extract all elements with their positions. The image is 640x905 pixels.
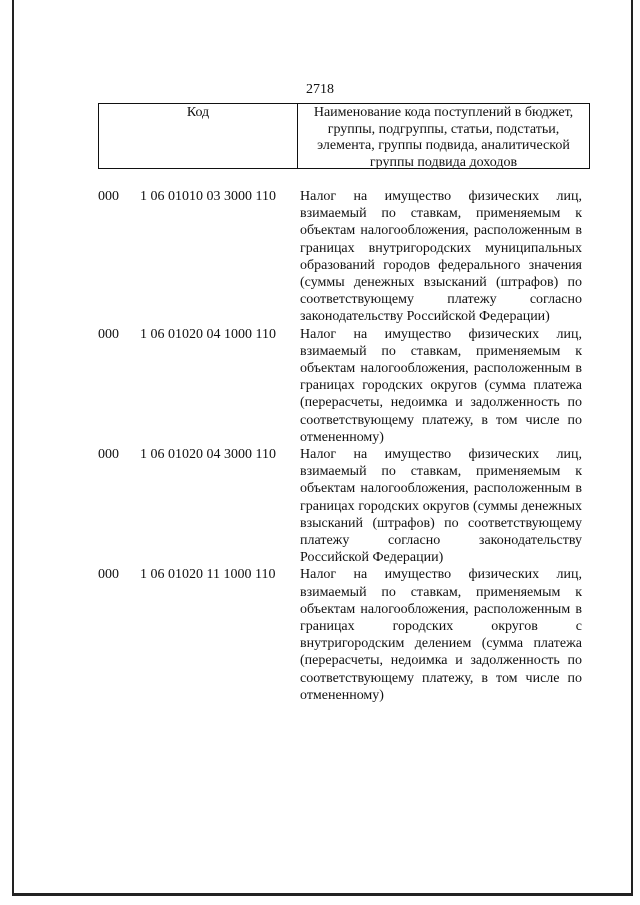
income-codes-list [98, 188, 590, 704]
table-header [98, 103, 590, 169]
page-number: 2718 [306, 82, 334, 97]
table-row [98, 566, 590, 704]
income-name: Налог на имущество физических лиц, взимаемый по ставкам, применяемым к объектам налогообложения, расположенным в границах городских округов (суммы денежных взысканий (штрафов) по соответствующему платежу согласно законодательству Российской Федерации) [300, 447, 582, 566]
admin-code: 000 [98, 567, 119, 583]
income-code: 1 06 01020 04 3000 110 [140, 447, 276, 463]
income-name: Налог на имущество физических лиц, взимаемый по ставкам, применяемым к объектам налогообложения, расположенным в границах внутригородских муниципальных образований городов федерального значения (суммы денежных взысканий (штрафов) по соответствующему платежу согласно законодательству Российской Федерации) [300, 189, 582, 325]
income-code: 1 06 01020 11 1000 110 [140, 567, 276, 583]
table-row [98, 188, 590, 326]
table-row [98, 326, 590, 446]
admin-code: 000 [98, 447, 119, 463]
income-code: 1 06 01010 03 3000 110 [140, 189, 276, 204]
admin-code: 000 [98, 189, 119, 204]
table-row [98, 446, 590, 566]
income-name: Налог на имущество физических лиц, взимаемый по ставкам, применяемым к объектам налогообложения, расположенным в границах городских округов с внутригородским делением (сумма платежа (перерасчеты, недоимка и задолженность по соответствующему платежу, в том числе по отмененному) [300, 567, 582, 703]
income-name: Налог на имущество физических лиц, взимаемый по ставкам, применяемым к объектам налогообложения, расположенным в границах городских округов (сумма платежа (перерасчеты, недоимка и задолженность по соответствующему платежу, в том числе по отмененному) [300, 326, 582, 445]
admin-code: 000 [98, 326, 119, 342]
income-code: 1 06 01020 04 1000 110 [140, 326, 276, 342]
header-code-label: Код [99, 104, 298, 168]
header-name-label: Наименование кода поступлений в бюджет, группы, подгруппы, статьи, подстатьи, элемента, группы подвида, аналитической группы подвида доходов [313, 105, 574, 170]
